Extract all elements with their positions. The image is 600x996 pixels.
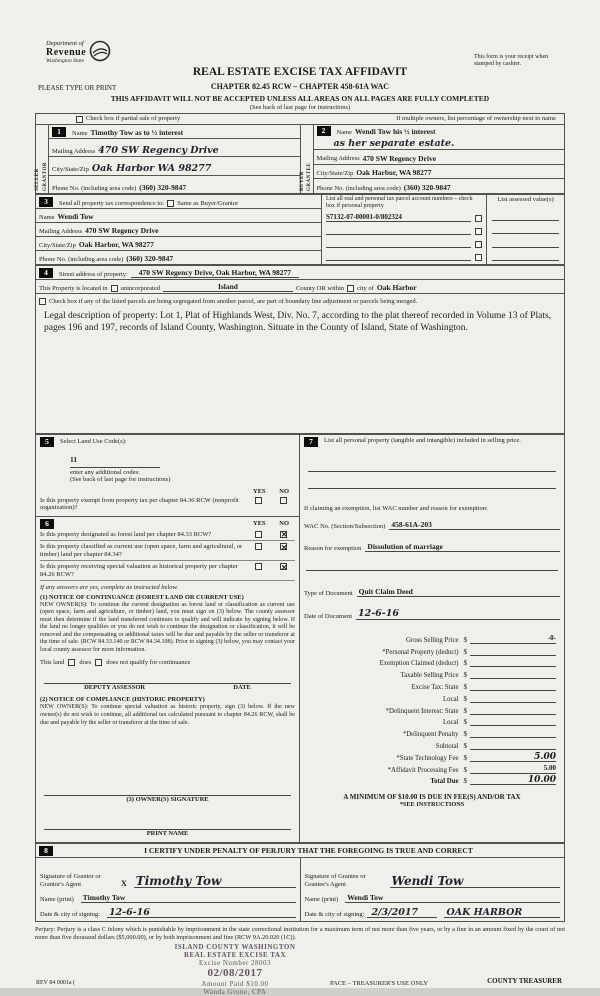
correspondence-address-value: 470 SW Regency Drive bbox=[85, 226, 159, 235]
fee-row-taxable bbox=[304, 667, 560, 679]
fee-label-personal: *Personal Property (deduct) bbox=[382, 648, 459, 656]
fee-value-technology: 5.00 bbox=[470, 752, 556, 762]
grantor-signature-label: Signature of Grantor or Grantor's Agent bbox=[40, 873, 101, 888]
fee-label-taxable: Taxable Selling Price bbox=[400, 672, 459, 680]
buyer-phone-row bbox=[314, 179, 565, 193]
if-yes-note: If any answers are yes, complete as instructed below. bbox=[40, 584, 178, 592]
section7-header-row bbox=[304, 437, 560, 447]
section-1-number: 1 bbox=[52, 127, 66, 137]
fee-row-interest-local bbox=[304, 715, 560, 727]
seller-city-row bbox=[49, 157, 300, 175]
fee-row-technology bbox=[304, 750, 560, 762]
dollar-sign: $ bbox=[463, 706, 467, 715]
parcel-number-value: S7132-07-00001-0/802324 bbox=[326, 213, 471, 222]
seller-address-value: 470 SW Regency Drive bbox=[98, 144, 219, 156]
legal-description bbox=[36, 306, 564, 337]
parcel-1-personal-checkbox bbox=[475, 215, 482, 222]
seller-address-label: Mailing Address bbox=[52, 147, 96, 155]
fee-row-exemption bbox=[304, 656, 560, 668]
buyer-side-label: BUYER bbox=[299, 170, 305, 191]
parcel-row-4 bbox=[326, 249, 482, 263]
personal-property-blank-2 bbox=[308, 478, 556, 489]
buyer-name-value: Wendi Tow his ½ interest bbox=[355, 127, 436, 136]
grantee-side-label: GRANTEE bbox=[307, 162, 312, 191]
buyer-name-note: as her separate estate. bbox=[333, 137, 455, 149]
doc-type-row bbox=[304, 587, 560, 597]
segregated-checkbox bbox=[39, 298, 46, 305]
dollar-sign: $ bbox=[463, 682, 467, 691]
fee-label-exemption: Exemption Claimed (deduct) bbox=[379, 660, 459, 668]
this-land-label: This land bbox=[40, 658, 65, 666]
grantor-date-label: Date & city of signing: bbox=[40, 910, 100, 918]
multiple-owners-note: If multiple owners, list percentage of ownership next to name bbox=[396, 115, 556, 123]
fee-table bbox=[304, 632, 560, 785]
current-use-question: Is this property classified as current use (open space, farm and agricultural, or timber) land per chapter 84.34? bbox=[40, 543, 243, 558]
forest-yes-checkbox bbox=[255, 531, 262, 538]
reason-value: Dissolution of marriage bbox=[365, 542, 560, 552]
assessed-values-header: List assessed value(s) bbox=[497, 196, 554, 203]
section6-yes-label: YES bbox=[253, 520, 266, 528]
located-in-label: This Property is located in bbox=[39, 284, 108, 292]
dept-line2: Revenue bbox=[46, 47, 87, 58]
grantee-signature-value: Wendi Tow bbox=[390, 875, 561, 888]
buyer-name-row bbox=[314, 125, 565, 137]
wac-value: 458-61A-203 bbox=[389, 520, 560, 530]
deputy-assessor-labels bbox=[40, 684, 295, 691]
rev-form-number: REV 84 0001a ( bbox=[36, 980, 76, 986]
grantor-name-print-value: Timothy Tow bbox=[81, 893, 296, 903]
warning-line: THIS AFFIDAVIT WILL NOT BE ACCEPTED UNLESS ALL AREAS ON ALL PAGES ARE FULLY COMPLETED bbox=[110, 94, 490, 103]
grantee-signature-row bbox=[305, 859, 561, 888]
grantor-signature-value: Timothy Tow bbox=[134, 875, 296, 888]
exempt-question-row bbox=[40, 495, 295, 514]
land-use-column bbox=[35, 434, 300, 843]
city-value: Oak Harbor bbox=[376, 283, 417, 292]
fee-value-processing: 5.00 bbox=[470, 764, 556, 774]
assessed-blank-2 bbox=[492, 221, 559, 234]
fee-value-personal bbox=[470, 646, 556, 656]
fee-label-interest-local: Local bbox=[443, 719, 459, 727]
stamp-amount-paid: Amount Paid $10.00 bbox=[201, 979, 269, 988]
dollar-sign: $ bbox=[463, 659, 467, 668]
grantee-name-print-row bbox=[305, 888, 561, 903]
fee-value-excise-state bbox=[470, 681, 556, 691]
seller-city-value: Oak Harbor WA 98277 bbox=[91, 163, 212, 175]
forest-no-checkbox bbox=[280, 531, 287, 538]
buyer-phone-value: (360) 320-9847 bbox=[403, 183, 451, 193]
grantee-signature-block bbox=[301, 858, 565, 921]
seller-phone-label: Phone No. (including area code) bbox=[52, 184, 137, 192]
land-use-code-line bbox=[70, 449, 160, 468]
correspondence-phone-label: Phone No. (including area code) bbox=[39, 255, 124, 263]
section5-see-back: (See back of last page for instructions) bbox=[70, 476, 171, 484]
exempt-question-label: Is this property exempt from property tax per chapter 84.36 RCW (nonprofit organization)? bbox=[40, 496, 239, 512]
buyer-phone-label: Phone No. (including area code) bbox=[316, 184, 401, 192]
fee-label-technology: *State Technology Fee bbox=[396, 754, 459, 762]
unincorporated-checkbox bbox=[111, 285, 118, 292]
dollar-sign: $ bbox=[463, 777, 467, 786]
section5-no-label: NO bbox=[279, 487, 289, 495]
receipt-note: This form is your receipt when stamped by cashier. bbox=[474, 54, 549, 68]
fee-label-penalty: *Delinquent Penalty bbox=[402, 731, 459, 739]
correspondence-address-row bbox=[36, 223, 321, 237]
section-4-number: 4 bbox=[39, 268, 53, 278]
grantee-city-value: OAK HARBOR bbox=[444, 908, 560, 919]
historic-yes-checkbox bbox=[255, 563, 262, 570]
grantor-name-print-label: Name (print) bbox=[40, 895, 74, 903]
city-of-label: city of bbox=[357, 284, 374, 292]
buyer-name-note-row bbox=[314, 137, 565, 150]
dollar-sign: $ bbox=[463, 718, 467, 727]
stamp-tax-line: REAL ESTATE EXCISE TAX bbox=[183, 951, 287, 960]
parcel-row-1 bbox=[326, 210, 482, 223]
current-use-no-checkbox bbox=[280, 543, 287, 550]
seller-city-label: City/State/Zip bbox=[52, 166, 89, 174]
fee-label-subtotal: Subtotal bbox=[435, 742, 459, 750]
wac-row bbox=[304, 520, 560, 530]
section5-yes-label: YES bbox=[253, 487, 266, 495]
land-use-code-value: 11 bbox=[70, 455, 78, 464]
correspondence-city-row bbox=[36, 237, 321, 251]
dollar-sign: $ bbox=[463, 741, 467, 750]
assessed-blank-1 bbox=[492, 207, 559, 220]
buyer-city-value: Oak Harbor, WA 98277 bbox=[356, 168, 432, 178]
buyer-address-value: 470 SW Regency Drive bbox=[362, 153, 437, 163]
assessed-blank-3 bbox=[492, 234, 559, 247]
fee-value-total: 10.00 bbox=[470, 775, 556, 785]
section6-no-label: NO bbox=[279, 520, 289, 528]
seller-address-row bbox=[49, 139, 300, 157]
send-correspondence-label: Send all property tax correspondence to: bbox=[59, 199, 165, 207]
section-6-number: 6 bbox=[40, 519, 54, 529]
street-address-row bbox=[36, 266, 564, 280]
treasurer-stamp bbox=[120, 943, 350, 996]
certify-statement: I CERTIFY UNDER PENALTY OF PERJURY THAT THE FOREGOING IS TRUE AND CORRECT bbox=[144, 846, 473, 855]
dept-line3: Washington State bbox=[46, 58, 85, 64]
fee-row-total bbox=[304, 774, 560, 786]
see-instructions-note: *SEE INSTRUCTIONS bbox=[399, 801, 465, 809]
parcel-4-blank-line bbox=[326, 250, 471, 261]
city-of-checkbox bbox=[347, 285, 354, 292]
owners-signature-label: (3) OWNER(S) SIGNATURE bbox=[126, 796, 209, 804]
dollar-sign: $ bbox=[463, 694, 467, 703]
land-use-label: Select Land Use Code(s): bbox=[60, 438, 127, 446]
fee-value-interest-state bbox=[470, 705, 556, 715]
fee-value-gross: -0- bbox=[470, 634, 556, 644]
buyer-name-label: Name bbox=[336, 128, 353, 136]
grantee-name-print-value: Wendi Tow bbox=[345, 893, 560, 903]
continuance-qualify-row bbox=[40, 659, 295, 666]
fee-row-excise-state bbox=[304, 679, 560, 691]
correspondence-header-row bbox=[36, 195, 321, 209]
perjury-note: Perjury: Perjury is a class C felony which is punishable by imprisonment in the state correctional institution for a maximum term of not more than five years, or by a fine in an amount fixed by the court of not more than five thousand dollars ($5,000.00), or by both imprisonment and fine (RCW 9A.20.020 (1C)). bbox=[35, 926, 565, 941]
deputy-assessor-label: DEPUTY ASSESSOR bbox=[84, 683, 146, 691]
grantor-name-print-row bbox=[40, 888, 296, 903]
fee-row-interest-state bbox=[304, 703, 560, 715]
section6-header-row bbox=[40, 519, 295, 529]
doc-date-row bbox=[304, 609, 560, 620]
section-8-number: 8 bbox=[39, 846, 53, 856]
does-not-label: does not qualify for continuance bbox=[106, 658, 191, 666]
exempt-no-checkbox bbox=[280, 497, 287, 504]
section-3-number: 3 bbox=[39, 197, 53, 207]
fee-label-processing: *Affidavit Processing Fee bbox=[387, 766, 459, 774]
grantee-signature-label: Signature of Grantee or Grantee's Agent bbox=[304, 873, 366, 888]
forest-land-question-row bbox=[40, 529, 295, 541]
fee-row-penalty bbox=[304, 726, 560, 738]
dollar-sign: $ bbox=[463, 671, 467, 680]
unincorporated-label: unincorporated bbox=[120, 284, 160, 292]
notice-continuance-title: (1) NOTICE OF CONTINUANCE (FOREST LAND OR CURRENT USE) bbox=[40, 593, 244, 601]
correspondence-city-label: City/State/Zip bbox=[39, 241, 76, 249]
print-name-label: PRINT NAME bbox=[146, 829, 189, 837]
fee-value-penalty bbox=[470, 728, 556, 738]
certify-header-row bbox=[36, 844, 564, 858]
chapter-subtitle: CHAPTER 82.45 RCW – CHAPTER 458-61A WAC bbox=[210, 82, 390, 91]
buyer-section bbox=[301, 125, 565, 193]
partial-sale-label: Check box if partial sale of property bbox=[86, 115, 181, 123]
fee-value-interest-local bbox=[470, 716, 556, 726]
correspondence-name-value: Wendi Tow bbox=[57, 212, 94, 221]
same-as-buyer-label: Same as Buyer/Grantor bbox=[177, 199, 239, 207]
section-7-number: 7 bbox=[304, 437, 318, 447]
dollar-sign: $ bbox=[463, 730, 467, 739]
legal-description-label: Legal description of property: bbox=[44, 311, 158, 321]
parcel-2-personal-checkbox bbox=[475, 228, 482, 235]
doc-date-label: Date of Document bbox=[304, 612, 353, 620]
doc-type-value: Quit Claim Deed bbox=[357, 587, 560, 597]
personal-property-label: List all personal property (tangible and intangible) included in selling price. bbox=[324, 437, 521, 444]
current-use-question-row bbox=[40, 541, 295, 561]
forest-land-section bbox=[36, 517, 299, 842]
forest-land-question: Is this property designated as forest land per chapter 84.33 RCW? bbox=[40, 530, 212, 538]
personal-property-section bbox=[300, 434, 565, 843]
revenue-logo-icon bbox=[89, 40, 111, 62]
parcel-3-personal-checkbox bbox=[475, 241, 482, 248]
grantee-name-print-label: Name (print) bbox=[304, 895, 339, 903]
property-location-section bbox=[35, 265, 565, 434]
parcel-row-3 bbox=[326, 236, 482, 249]
grantee-date-row bbox=[305, 903, 561, 920]
correspondence-city-value: Oak Harbor, WA 98277 bbox=[78, 240, 154, 249]
segregated-row bbox=[36, 294, 564, 306]
form-title: REAL ESTATE EXCISE TAX AFFIDAVIT bbox=[192, 66, 408, 78]
does-label: does bbox=[79, 658, 92, 666]
stamp-cashier-name: Wanda Grone, CPA bbox=[203, 987, 267, 996]
same-as-buyer-checkbox bbox=[167, 200, 174, 207]
county-value: Island bbox=[163, 282, 293, 292]
notice-compliance-title: (2) NOTICE OF COMPLIANCE (HISTORIC PROPERTY) bbox=[40, 696, 205, 704]
seller-phone-value: (360) 320-9847 bbox=[139, 182, 187, 192]
buyer-city-label: City/State/Zip bbox=[316, 169, 354, 177]
historic-question: Is this property receiving special valuation as historical property per chapter 84.26 RCW? bbox=[40, 563, 238, 578]
correspondence-name-row bbox=[36, 209, 321, 223]
fee-row-subtotal bbox=[304, 738, 560, 750]
dept-line1: Department of bbox=[46, 40, 84, 47]
assessed-blank-4 bbox=[492, 248, 559, 261]
parcel-2-blank-line bbox=[326, 224, 471, 235]
wac-label: WAC No. (Section/Subsection) bbox=[304, 523, 386, 530]
fee-value-taxable bbox=[470, 669, 556, 679]
type-or-print-note: PLEASE TYPE OR PRINT bbox=[38, 84, 117, 92]
owners-signature-line bbox=[44, 784, 291, 796]
notice-continuance-body: NEW OWNER(S): To continue the current designation as forest land or classification as current use (open space, farm and agriculture, or timber) land, you must sign on (3) below. The county assessor must then determine if the land transferred continues to qualify and will indicate by signing below. If the land no longer qualifies or you do not wish to continue the designation or classification, it will be removed and the compensating or additional taxes will be due and payable by the seller or transferor at the time of sale. (RCW 84.33.140 or RCW 84.34.108). Prior to signing (3) below, you may contact your local county assessor for more information. bbox=[40, 601, 295, 653]
section5-yes-no-header bbox=[249, 488, 295, 495]
does-qualify-checkbox bbox=[68, 659, 75, 666]
section6-yes-no-header bbox=[249, 520, 295, 527]
revenue-logo bbox=[46, 40, 111, 64]
grantee-date-value: 2/3/2017 bbox=[367, 908, 437, 919]
county-or-label: County OR within bbox=[295, 284, 345, 292]
partial-sale-checkbox bbox=[76, 116, 83, 123]
street-address-label: Street address of property: bbox=[59, 270, 128, 278]
buyer-side-strip bbox=[301, 125, 314, 193]
parcel-4-personal-checkbox bbox=[475, 254, 482, 261]
dollar-sign: $ bbox=[463, 765, 467, 774]
doc-date-value: 12-6-16 bbox=[356, 609, 560, 620]
reason-label: Reason for exemption bbox=[304, 545, 362, 552]
seller-name-label: Name bbox=[72, 129, 88, 137]
fee-row-excise-local bbox=[304, 691, 560, 703]
exemption-note-label: If claiming an exemption, list WAC number and reason for exemption: bbox=[304, 505, 488, 512]
seller-section bbox=[36, 125, 301, 193]
stamp-excise-number: Excise Number 28003 bbox=[198, 959, 272, 968]
see-back-note: (See back of last page for instructions) bbox=[249, 104, 351, 111]
fee-value-subtotal bbox=[470, 740, 556, 750]
correspondence-name-label: Name bbox=[39, 213, 55, 221]
parcel-3-blank-line bbox=[326, 237, 471, 248]
grantor-date-value: 12-6-16 bbox=[107, 908, 296, 919]
historic-question-row bbox=[40, 561, 295, 581]
doc-type-label: Type of Document bbox=[304, 590, 353, 597]
parties-section bbox=[35, 124, 565, 194]
reason-blank-line bbox=[306, 560, 558, 571]
stamp-date: 02/08/2017 bbox=[207, 967, 263, 980]
reason-row bbox=[304, 542, 560, 552]
section6-spacer bbox=[40, 729, 295, 784]
segregated-label: Check box if any of the listed parcels are being segregated from another parcel, are part of boundary line adjustment or parcels being merged. bbox=[49, 297, 418, 305]
buyer-address-row bbox=[314, 150, 565, 165]
correspondence-address-label: Mailing Address bbox=[39, 227, 83, 235]
signature-x-mark: X bbox=[121, 879, 127, 888]
fee-row-personal bbox=[304, 644, 560, 656]
section-2-number: 2 bbox=[317, 126, 331, 136]
parcel-numbers-header: List all real and personal tax parcel account numbers – check box if personal property bbox=[326, 196, 473, 209]
parcel-row-2 bbox=[326, 223, 482, 236]
print-name-line bbox=[44, 818, 291, 830]
additional-codes-label: enter any additional codes: bbox=[70, 469, 140, 476]
fee-label-interest-state: *Delinquent Interest: State bbox=[385, 707, 459, 715]
dollar-sign: $ bbox=[463, 647, 467, 656]
notice-compliance-body: NEW OWNER(S): To continue special valuation as historic property, sign (3) below. If the new owner(s) do not wish to continue, all additional tax calculated pursuant to chapter 84.26 RCW, shall be due and payable by the seller or transferor at the time of sale. bbox=[40, 704, 295, 726]
section-5-number: 5 bbox=[40, 437, 54, 447]
fee-label-gross: Gross Selling Price bbox=[406, 636, 459, 644]
certification-section bbox=[35, 843, 565, 922]
stamp-county-line: ISLAND COUNTY WASHINGTON bbox=[174, 943, 296, 951]
grantor-side-label: GRANTOR bbox=[42, 162, 48, 191]
dollar-sign: $ bbox=[463, 635, 467, 644]
seller-side-label: SELLER bbox=[35, 168, 40, 191]
county-treasurer-label: COUNTY TREASURER bbox=[487, 977, 562, 985]
seller-side-strip bbox=[36, 125, 49, 193]
grantee-date-label: Date & city of signing: bbox=[304, 910, 365, 918]
fee-label-excise-local: Local bbox=[443, 695, 459, 703]
correspondence-phone-row bbox=[36, 251, 321, 264]
correspondence-section bbox=[35, 194, 565, 265]
buyer-city-row bbox=[314, 165, 565, 180]
fee-row-processing bbox=[304, 762, 560, 774]
grantor-signature-row bbox=[40, 859, 296, 888]
land-use-section bbox=[36, 435, 299, 517]
dollar-sign: $ bbox=[463, 753, 467, 762]
fee-label-excise-state: Excise Tax: State bbox=[411, 683, 459, 691]
fee-label-total: Total Due bbox=[430, 778, 459, 786]
fee-value-excise-local bbox=[470, 693, 556, 703]
historic-no-checkbox bbox=[280, 563, 287, 570]
current-use-yes-checkbox bbox=[255, 543, 262, 550]
grantor-date-row bbox=[40, 903, 296, 920]
legal-description-value: Lot 1, Plat of Highlands West, Div. No. 7, according to the plat thereof recorded in Volume 13 of Plats, pages 196 and 197, records of Island County, Washington. Situate in the County of Island, State of Washington. bbox=[44, 311, 552, 334]
located-in-row bbox=[36, 280, 564, 294]
buyer-address-label: Mailing Address bbox=[316, 155, 360, 163]
does-not-qualify-checkbox bbox=[95, 659, 102, 666]
deputy-date-label: DATE bbox=[233, 683, 251, 691]
exempt-yes-checkbox bbox=[255, 497, 262, 504]
personal-property-blank-1 bbox=[308, 461, 556, 472]
grantor-signature-block bbox=[36, 858, 301, 921]
treasurer-use-only-label: PACE – TREASURER'S USE ONLY bbox=[330, 980, 429, 987]
land-use-header-row bbox=[40, 437, 295, 447]
seller-name-row bbox=[49, 125, 300, 139]
seller-phone-row bbox=[49, 176, 300, 193]
seller-name-value: Timothy Tow as to ½ interest bbox=[90, 128, 184, 137]
correspondence-phone-value: (360) 320-9847 bbox=[126, 254, 174, 263]
minimum-due-note: A MINIMUM OF $10.00 IS DUE IN FEE(S) AND/OR TAX bbox=[343, 793, 521, 802]
fee-row-gross bbox=[304, 632, 560, 644]
street-address-value: 470 SW Regency Drive, Oak Harbor, WA 98277 bbox=[131, 268, 299, 278]
fee-value-exemption bbox=[470, 657, 556, 667]
deputy-assessor-line bbox=[44, 672, 291, 684]
